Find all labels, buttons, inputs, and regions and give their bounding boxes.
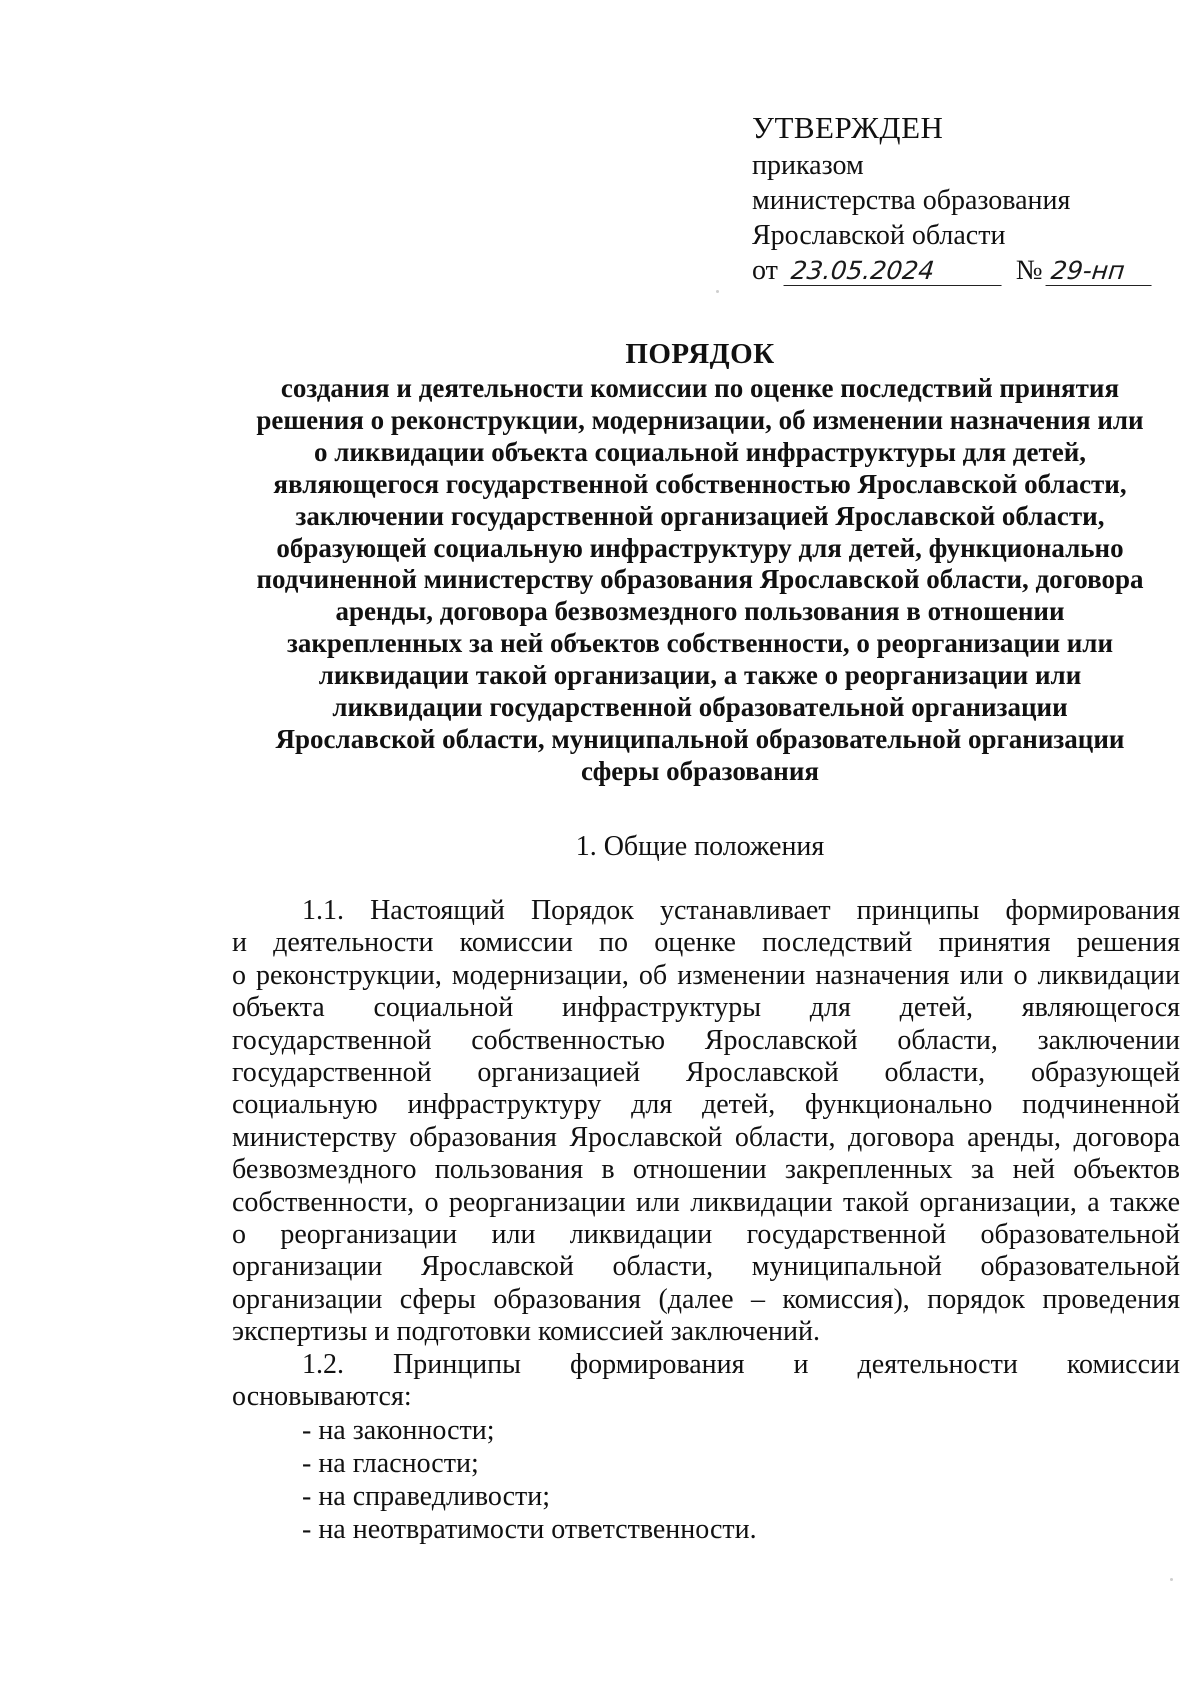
list-item: - на неотвратимости ответственности.	[302, 1514, 757, 1546]
paragraph-1-2	[232, 1349, 1180, 1547]
document-title	[220, 336, 1180, 788]
title-line: сферы образования	[581, 755, 819, 786]
title-line: аренды, договора безвозмездного пользования в отношении	[335, 596, 1065, 627]
paragraph-line: объекта социальной инфраструктуры для детей, являющегося	[232, 992, 1180, 1024]
title-subtitle	[220, 373, 1180, 788]
paragraph-line: основываются:	[232, 1381, 412, 1413]
list-item: - на законности;	[302, 1414, 495, 1446]
approval-block	[752, 108, 1172, 288]
title-line: Ярославской области, муниципальной образовательной организации	[275, 723, 1125, 754]
number-sign: №	[1015, 255, 1043, 286]
paragraph-line: организации сферы образования (далее – комиссия), порядок проведения	[232, 1283, 1180, 1315]
title-line: о ликвидации объекта социальной инфраструктуры для детей,	[313, 436, 1087, 467]
scan-speck	[716, 290, 719, 293]
approval-line-region: Ярославской области	[752, 220, 1006, 251]
approval-date-line	[752, 253, 1172, 288]
scan-speck	[1170, 1578, 1173, 1581]
title-line: заключении государственной организацией Ярославской области,	[295, 500, 1105, 531]
paragraph-line: о реорганизации или ликвидации государственной образовательной	[232, 1219, 1180, 1251]
date-prefix: от	[752, 255, 778, 286]
title-line: создания и деятельности комиссии по оценке последствий принятия	[280, 373, 1120, 403]
title-heading: ПОРЯДОК	[625, 338, 775, 370]
paragraph-line: министерству образования Ярославской области, договора аренды, договора	[232, 1121, 1180, 1153]
paragraph-line: государственной собственностью Ярославской области, заключении	[232, 1024, 1180, 1056]
list-item: - на справедливости;	[302, 1480, 551, 1512]
paragraph-line: социальную инфраструктуру для детей, функционально подчиненной	[232, 1089, 1180, 1121]
approval-line-ministry: министерства образования	[752, 185, 1071, 216]
title-line: подчиненной министерству образования Ярославской области, договора	[256, 564, 1144, 595]
handwritten-date: 23.05.2024	[783, 257, 1004, 286]
title-line: закрепленных за ней объектов собственности, о реорганизации или	[286, 628, 1114, 659]
paragraph-line: 1.1. Настоящий Порядок устанавливает принципы формирования	[302, 895, 1180, 926]
title-line: ликвидации государственной образовательной организации	[332, 692, 1068, 723]
list-item: - на гласности;	[302, 1447, 479, 1479]
title-line: ликвидации такой организации, а также о реорганизации или	[318, 660, 1082, 691]
title-line: образующей социальную инфраструктуру для детей, функционально	[276, 532, 1124, 563]
section-heading: 1. Общие положения	[575, 831, 825, 862]
paragraph-line: 1.2. Принципы формирования и деятельности комиссии	[302, 1348, 1180, 1380]
paragraph-1-1	[232, 895, 1180, 1349]
handwritten-number: 29-нп	[1045, 257, 1154, 286]
paragraph-line: экспертизы и подготовки комиссией заключений.	[232, 1316, 820, 1348]
paragraph-line: собственности, о реорганизации или ликвидации такой организации, а также	[232, 1186, 1180, 1218]
document-body	[232, 895, 1180, 1546]
approval-line-order: приказом	[752, 150, 864, 181]
paragraph-line: безвозмездного пользования в отношении закрепленных за ней объектов	[232, 1154, 1180, 1186]
approval-stamp: УТВЕРЖДЕН	[752, 110, 944, 145]
paragraph-line: государственной организацией Ярославской области, образующей	[232, 1057, 1180, 1089]
paragraph-line: организации Ярославской области, муниципальной образовательной	[232, 1251, 1180, 1283]
title-line: являющегося государственной собственностью Ярославской области,	[273, 468, 1127, 499]
principles-list	[232, 1414, 1180, 1547]
paragraph-line: и деятельности комиссии по оценке последствий принятия решения	[232, 927, 1180, 959]
paragraph-line: о реконструкции, модернизации, об изменении назначения или о ликвидации	[232, 959, 1180, 991]
title-line: решения о реконструкции, модернизации, об изменении назначения или	[256, 404, 1144, 435]
